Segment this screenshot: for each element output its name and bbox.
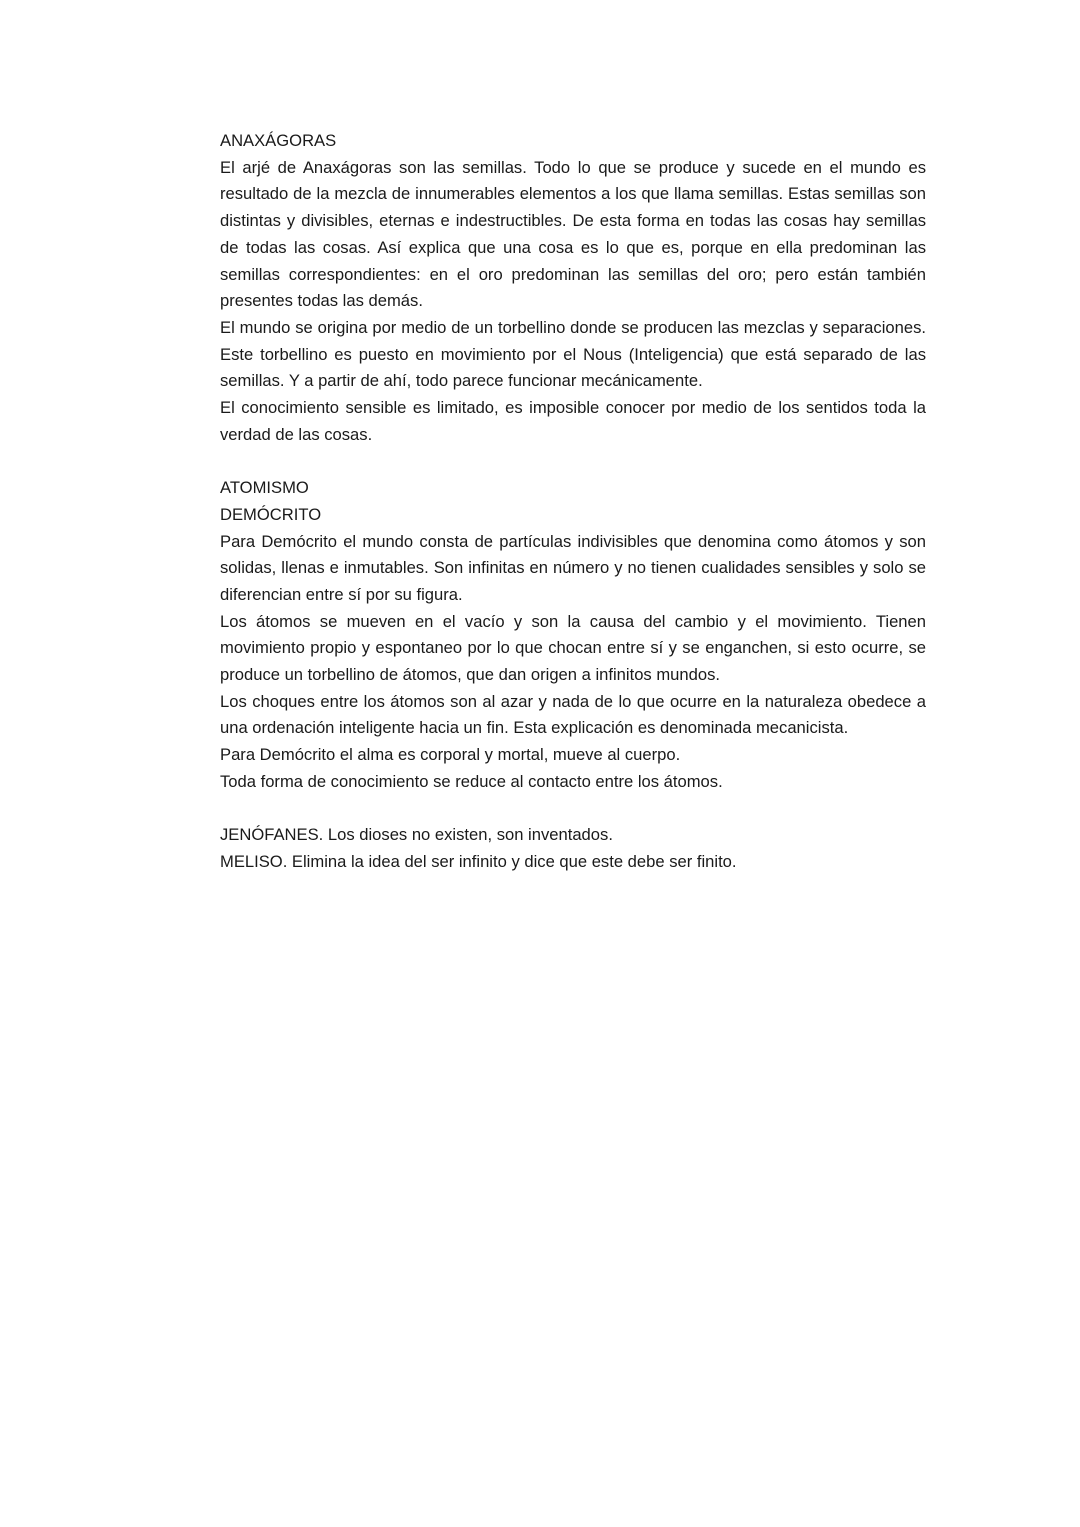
section-spacer xyxy=(220,796,926,823)
paragraph: El mundo se origina por medio de un torbellino donde se producen las mezclas y separaciones. Este torbellino es puesto en movimiento por el Nous (Inteligencia) que está separado de las semillas. Y a partir de ahí, todo parece funcionar mecánicamente. xyxy=(220,317,926,391)
section-spacer xyxy=(220,448,926,475)
paragraph: El arjé de Anaxágoras son las semillas. Todo lo que se produce y sucede en el mundo es resultado de la mezcla de innumerables elementos a los que llama semillas. Estas semillas son distintas y divisibles, eternas e indestructibles. De esta forma en todas las cosas hay semillas de todas las cosas. Así explica que una cosa es lo que es, porque en ella predominan las semillas correspondientes: en el oro predominan las semillas del oro; pero están también presentes todas las demás. xyxy=(220,157,926,311)
paragraph: Los átomos se mueven en el vacío y son la causa del cambio y el movimiento. Tienen movimiento propio y espontaneo por lo que chocan entre sí y se enganchen, si esto ocurre, se produce un torbellino de átomos, que dan origen a infinitos mundos. xyxy=(220,611,926,685)
paragraph: Para Demócrito el alma es corporal y mortal, mueve al cuerpo. xyxy=(220,745,681,765)
note-jenofanes: JENÓFANES. Los dioses no existen, son inventados. xyxy=(220,825,613,845)
section-subheading-democrito: DEMÓCRITO xyxy=(220,504,322,524)
section-heading-anaxagoras: ANAXÁGORAS xyxy=(220,131,337,150)
paragraph: Para Demócrito el mundo consta de partículas indivisibles que denomina como átomos y son solidas, llenas e inmutables. Son infinitas en número y no tienen cualidades sensibles y solo se diferencian entre sí por su figura. xyxy=(220,531,926,604)
note-meliso: MELISO. Elimina la idea del ser infinito y dice que este debe ser finito. xyxy=(220,851,737,871)
document-body xyxy=(220,128,926,876)
paragraph: Toda forma de conocimiento se reduce al contacto entre los átomos. xyxy=(220,771,723,791)
paragraph: El conocimiento sensible es limitado, es imposible conocer por medio de los sentidos toda la verdad de las cosas. xyxy=(220,398,926,444)
paragraph: Los choques entre los átomos son al azar y nada de lo que ocurre en la naturaleza obedece a una ordenación inteligente hacia un fin. Esta explicación es denominada mecanicista. xyxy=(220,691,926,738)
section-heading-atomismo: ATOMISMO xyxy=(220,478,309,498)
